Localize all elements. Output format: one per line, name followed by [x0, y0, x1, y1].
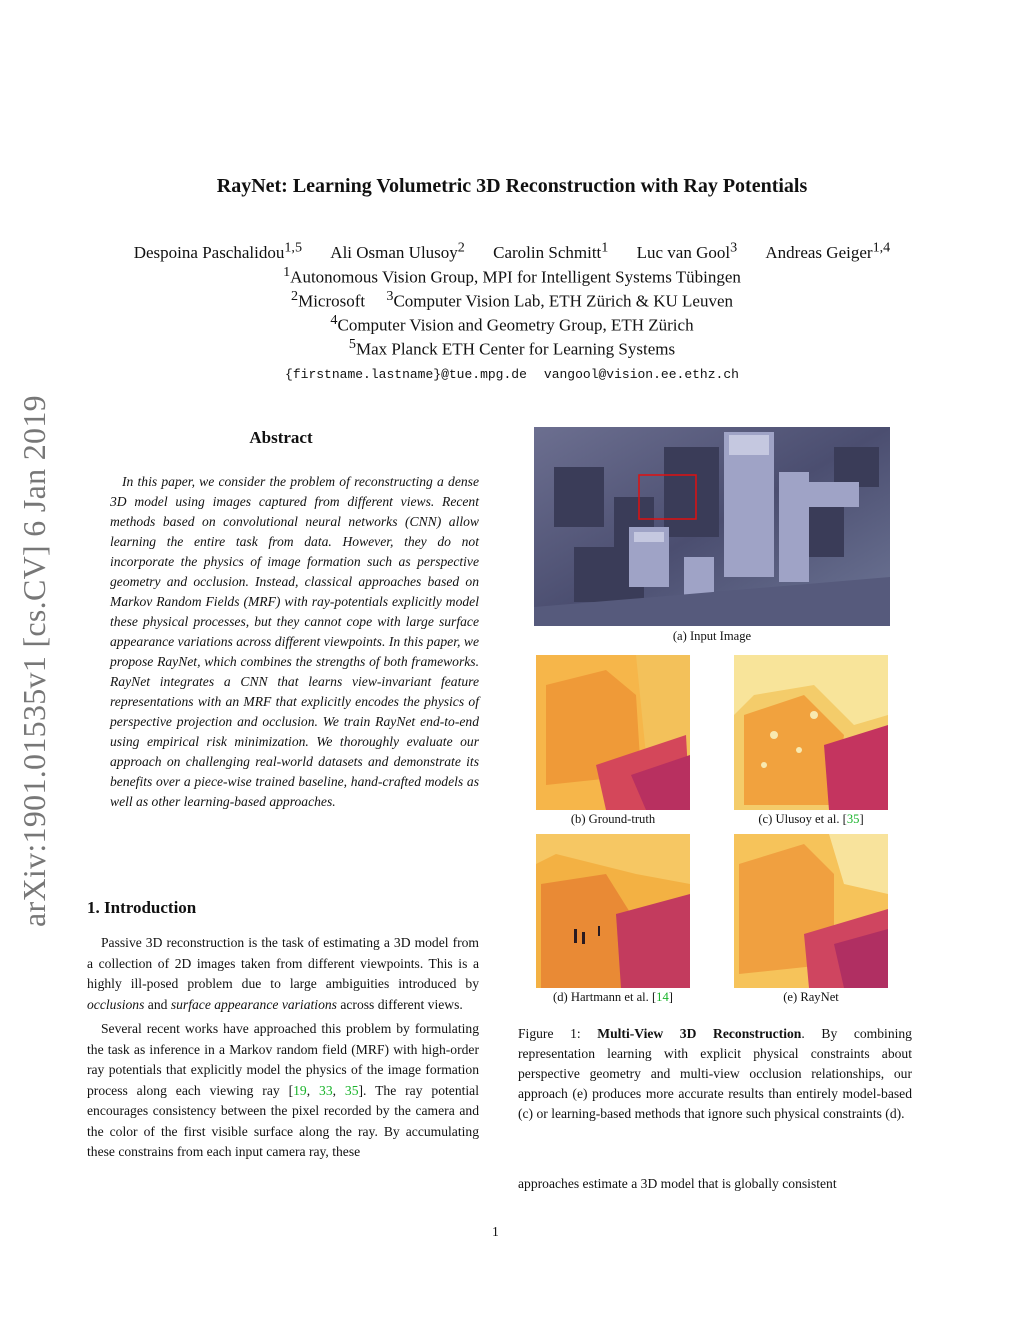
- email-first[interactable]: {firstname.lastname}@tue.mpg.de: [285, 367, 527, 382]
- email-line: [60, 363, 964, 383]
- caption-b: (b) Ground-truth: [570, 812, 656, 826]
- citation-link[interactable]: 33: [319, 1082, 333, 1098]
- affiliation-4: $^4$Computer Vision and Geometry Group, ETH Zürich: [330, 312, 694, 335]
- citation-link[interactable]: 14: [656, 990, 669, 1004]
- input-image: [534, 427, 890, 626]
- author: Luc van Gool$^3$: [636, 239, 738, 262]
- ground-truth-depth-image: [536, 655, 690, 810]
- arxiv-stamp: arXiv:1901.01535v1 [cs.CV] 6 Jan 2019: [16, 395, 52, 927]
- page-number: 1: [492, 1224, 499, 1239]
- caption-d: (d) Hartmann et al. [14]: [553, 990, 673, 1004]
- caption-a: (a) Input Image: [672, 629, 752, 643]
- author: Carolin Schmitt$^1$: [493, 239, 609, 262]
- section-heading-introduction: 1. Introduction: [87, 898, 197, 917]
- hartmann-depth-image: [536, 834, 690, 988]
- intro-paragraph-1: Passive 3D reconstruction is the task of estimating a 3D model from a collection of 2D images taken from different viewpoints. This is a highly ill-posed problem due to large ambiguities introduced by occlusions and surface appearance variations across different views.: [87, 935, 479, 1012]
- column2-continuation: approaches estimate a 3D model that is globally consistent: [518, 1176, 837, 1191]
- affiliation-1: $^1$Autonomous Vision Group, MPI for Intelligent Systems Tübingen: [283, 264, 741, 287]
- abstract-body: In this paper, we consider the problem of reconstructing a dense 3D model using images captured from different views. Recent methods based on convolutional neural networks (CNN) allow learning the entire task from data. However, they do not incorporate the physics of image formation such as perspective geometry and occlusion. Instead, classical approaches based on Markov Random Fields (MRF) with ray-potentials explicitly model these physical processes, but they cannot cope with large surface appearance variations across different viewpoints. In this paper, we propose RayNet, which combines the strengths of both frameworks. RayNet integrates a CNN that learns view-invariant feature representations with an MRF that explicitly encodes the physics of perspective projection and occlusion. We train RayNet end-to-end using empirical risk minimization. We thoroughly evaluate our approach on challenging real-world datasets and demonstrate its benefits over a piece-wise trained baseline, hand-crafted models as well as other learning-based approaches.: [110, 474, 479, 809]
- author-list: [40, 239, 984, 263]
- email-second[interactable]: vangool@vision.ee.ethz.ch: [543, 367, 739, 382]
- citation-link[interactable]: 35: [846, 812, 860, 826]
- paper-title: RayNet: Learning Volumetric 3D Reconstruction with Ray Potentials: [216, 175, 808, 197]
- caption-c: (c) Ulusoy et al. [35]: [758, 812, 864, 826]
- figure-caption: Figure 1: Multi-View 3D Reconstruction. By combining representation learning with explicit physical constraints about perspective geometry and multi-view occlusion relationships, our approach (e) produces more accurate results than entirely model-based (c) or learning-based methods that ignore such physical constraints (d).: [518, 1026, 912, 1121]
- citation-link[interactable]: 19: [293, 1082, 307, 1098]
- ulusoy-depth-image: [734, 655, 888, 810]
- intro-paragraph-2: Several recent works have approached this problem by formulating the task as inference in a Markov random field (MRF) with high-order ray potentials that explicitly model the physics of the image formation process along each viewing ray [19, 33, 35]. The ray potential encourages consistency between the pixel recorded by the camera and the color of the first visible surface along the ray. By accumulating these constrains from each input camera ray, these: [87, 1021, 479, 1159]
- introduction-body: [87, 933, 479, 1167]
- author: Andreas Geiger$^{1,4}$: [765, 239, 891, 262]
- raynet-depth-image: [734, 834, 888, 988]
- author: Despoina Paschalidou$^{1,5}$: [133, 239, 303, 262]
- affiliation-5: $^5$Max Planck ETH Center for Learning Systems: [348, 336, 676, 359]
- caption-e: (e) RayNet: [783, 990, 839, 1004]
- author: Ali Osman Ulusoy$^2$: [330, 239, 465, 262]
- abstract-heading: Abstract: [249, 428, 313, 447]
- affiliation-2-3: $^2$Microsoft $^3$Computer Vision Lab, ETH Zürich & KU Leuven: [291, 288, 733, 311]
- citation-link[interactable]: 35: [344, 1082, 359, 1098]
